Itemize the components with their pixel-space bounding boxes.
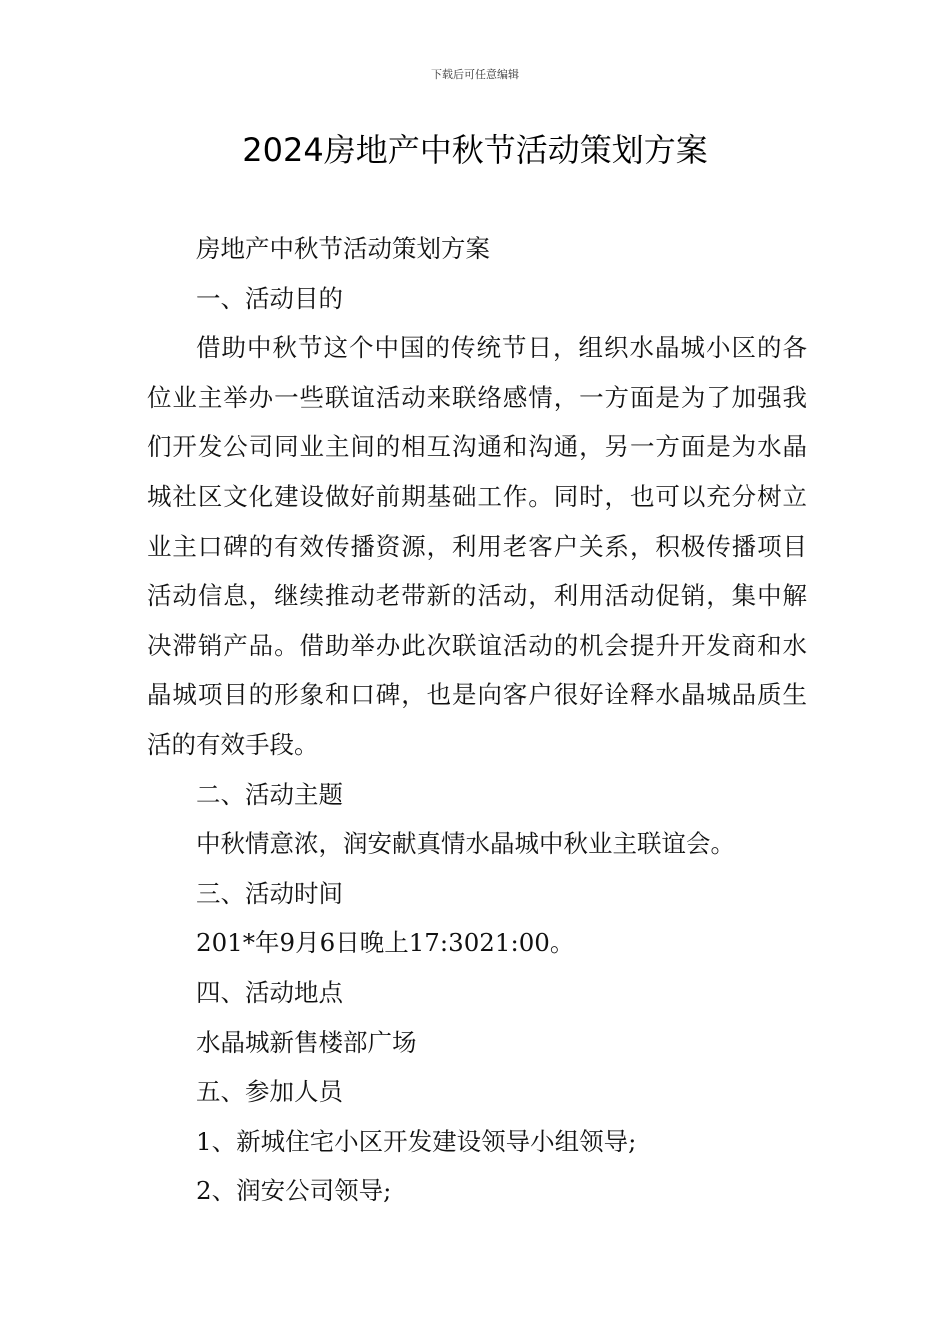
document-body bbox=[147, 224, 807, 1216]
participant-item: 1、新城住宅小区开发建设领导小组领导; bbox=[196, 1126, 637, 1156]
section-heading-time: 三、活动时间 bbox=[196, 878, 343, 908]
participant-item: 2、润安公司领导; bbox=[196, 1176, 392, 1206]
section-heading-purpose: 一、活动目的 bbox=[196, 283, 343, 313]
section-body-location: 水晶城新售楼部广场 bbox=[196, 1027, 417, 1057]
section-body-theme: 中秋情意浓，润安献真情水晶城中秋业主联谊会。 bbox=[196, 829, 735, 859]
header-note: 下载后可任意编辑 bbox=[431, 68, 519, 81]
document-title: 2024房地产中秋节活动策划方案 bbox=[242, 131, 708, 169]
document-subtitle: 房地产中秋节活动策划方案 bbox=[196, 234, 490, 263]
section-heading-location: 四、活动地点 bbox=[196, 977, 343, 1007]
section-body-time: 201*年9月6日晚上17:3021:00。 bbox=[196, 928, 575, 958]
section-heading-theme: 二、活动主题 bbox=[196, 779, 343, 809]
section-body-purpose: 借助中秋节这个中国的传统节日，组织水晶城小区的各位业主举办一些联谊活动来联络感情，一方面是为了加强我们开发公司同业主间的相互沟通和沟通，另一方面是为水晶城社区文化建设做好前期基础工作。同时，也可以充分树立业主口碑的有效传播资源，利用老客户关系，积极传播项目活动信息，继续推动老带新的活动，利用活动促销，集中解决滞销产品。借助举办此次联谊活动的机会提升开发商和水晶城项目的形象和口碑，也是向客户很好诠释水晶城品质生活的有效手段。 bbox=[147, 333, 807, 759]
section-heading-participants: 五、参加人员 bbox=[196, 1077, 343, 1107]
